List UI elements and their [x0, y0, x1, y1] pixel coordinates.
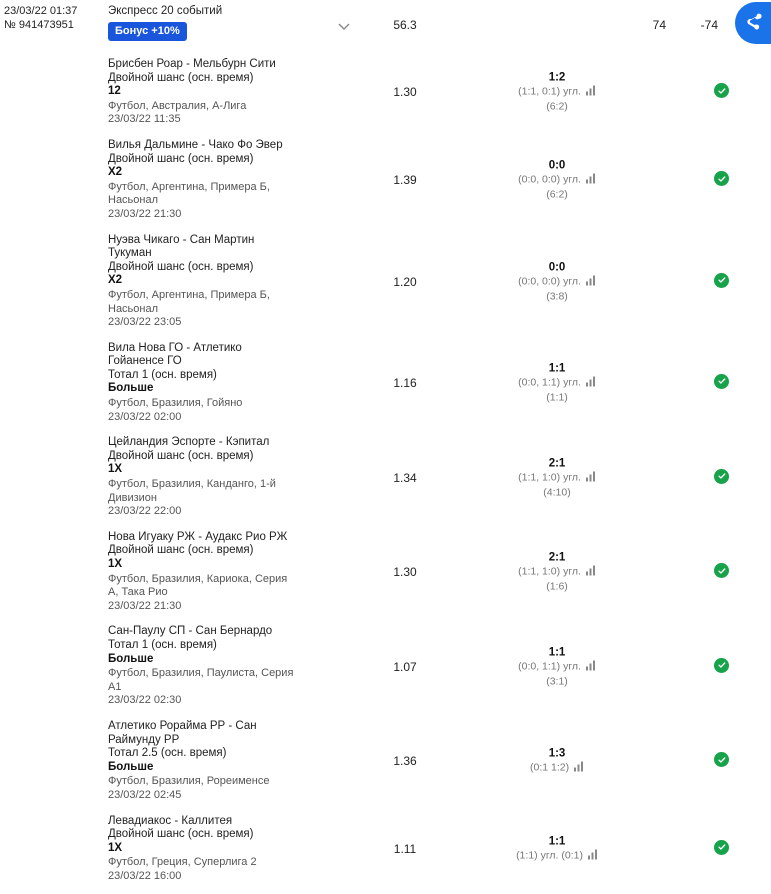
win-check-icon [714, 171, 729, 186]
event-league: Футбол, Бразилия, Паулиста, Серия А1 [108, 667, 294, 693]
bonus-badge: Бонус +10% [108, 22, 187, 41]
win-check-icon [714, 469, 729, 484]
event-time: 23/03/22 16:00 [108, 869, 182, 882]
statistics-icon[interactable] [586, 376, 596, 390]
result-amount: -74 [700, 18, 718, 32]
score-final: 2:1 [548, 457, 566, 470]
bet-type-title: Экспресс 20 событий [108, 5, 223, 17]
event-market: Двойной шанс (осн. время) [108, 260, 254, 273]
score-detail [492, 375, 622, 390]
event-market: Двойной шанс (осн. время) [108, 544, 254, 557]
corner-score: (3:8) [546, 290, 568, 303]
event-time: 23/03/22 21:30 [108, 599, 182, 612]
status-badge [714, 469, 732, 487]
event-name: Нуэва Чикаго - Сан Мартин Тукуман [108, 233, 255, 260]
event-market: Тотал 2.5 (осн. время) [108, 747, 227, 760]
score-detail [492, 565, 622, 580]
event-name: Левадиакос - Каллитея [108, 814, 233, 827]
status-badge [714, 658, 732, 676]
event-score [492, 834, 622, 863]
score-final: 2:1 [548, 551, 566, 564]
event-pick: 1X [108, 841, 123, 854]
score-final: 1:2 [548, 71, 566, 84]
score-periods: (1:1, 1:0) [518, 471, 561, 484]
score-detail [492, 470, 622, 485]
total-coefficient: 56.3 [393, 18, 417, 32]
score-periods: (1:1, 0:1) [518, 85, 561, 98]
corner-label: угл. [563, 660, 581, 673]
corner-label: угл. [563, 173, 581, 186]
table-row[interactable] [0, 809, 771, 890]
win-check-icon [714, 374, 729, 389]
corner-label: угл. [563, 275, 581, 288]
event-coefficient: 1.39 [393, 173, 417, 188]
event-pick: Больше [108, 652, 154, 665]
win-check-icon [714, 658, 729, 673]
event-name: Брисбен Роар - Мельбурн Сити [108, 58, 276, 70]
statistics-icon[interactable] [586, 660, 596, 674]
corner-label: угл. [563, 376, 581, 389]
event-market: Тотал 1 (осн. время) [108, 638, 217, 651]
share-button[interactable] [735, 2, 771, 44]
corner-score: (4:10) [543, 486, 571, 499]
corner-score: (6:2) [546, 100, 568, 113]
event-pick: Больше [108, 760, 154, 773]
event-info [0, 342, 300, 425]
table-row[interactable] [0, 336, 771, 431]
event-league: Футбол, Бразилия, Гойяно [108, 397, 243, 410]
event-score [492, 260, 622, 303]
bet-slip-header [0, 0, 771, 52]
win-check-icon [714, 840, 729, 855]
event-name: Вила Нова ГО - Атлетико Гойаненсе ГО [108, 341, 242, 368]
event-league: Футбол, Аргентина, Примера Б, Насьонал [108, 288, 270, 315]
stake-amount: 74 [652, 18, 666, 32]
event-time: 23/03/22 23:05 [108, 316, 182, 329]
event-score [492, 551, 622, 594]
score-final: 1:1 [548, 362, 566, 375]
event-info [0, 720, 300, 803]
event-coefficient: 1.36 [393, 754, 417, 769]
table-row[interactable] [0, 430, 771, 525]
event-pick: X2 [108, 166, 123, 179]
event-info [0, 139, 300, 222]
event-score [492, 645, 622, 688]
event-league: Футбол, Бразилия, Кариока, Серия А, Така Рио [108, 572, 288, 599]
score-final: 1:1 [548, 646, 566, 659]
corner-score: (0:1) [561, 849, 583, 862]
win-check-icon [714, 563, 729, 578]
table-row[interactable] [0, 133, 771, 228]
bet-slip-summary [98, 4, 771, 41]
score-detail [492, 173, 622, 188]
status-badge [714, 171, 732, 189]
status-badge [714, 563, 732, 581]
score-detail [492, 85, 622, 100]
event-market: Двойной шанс (осн. время) [108, 828, 254, 841]
event-coefficient: 1.07 [393, 659, 417, 674]
event-score [492, 456, 622, 499]
status-badge [714, 840, 732, 858]
event-time: 23/03/22 21:30 [108, 207, 182, 220]
score-periods: (0:0, 0:0) [518, 275, 561, 288]
event-time: 23/03/22 22:00 [108, 505, 182, 518]
score-periods: (0:0, 1:1) [518, 376, 561, 389]
event-market: Двойной шанс (осн. время) [108, 152, 254, 165]
chevron-down-icon[interactable] [336, 18, 352, 34]
bet-number: № 941473951 [4, 19, 74, 31]
event-pick: X2 [108, 274, 123, 287]
score-periods: (0:1 1:2) [529, 761, 570, 774]
score-detail [492, 848, 622, 863]
table-row[interactable] [0, 228, 771, 336]
event-pick: 12 [108, 85, 121, 98]
event-name: Сан-Паулу СП - Сан Бернардо [108, 625, 273, 638]
score-detail [492, 659, 622, 674]
score-final: 1:1 [548, 835, 566, 848]
score-periods: (0:0, 0:0) [518, 173, 561, 186]
statistics-icon[interactable] [588, 849, 598, 863]
event-score [492, 747, 622, 776]
event-coefficient: 1.11 [393, 841, 417, 856]
corner-label: угл. [540, 849, 559, 862]
event-score [492, 159, 622, 202]
event-info [0, 58, 300, 127]
event-market: Тотал 1 (осн. время) [108, 368, 217, 381]
event-coefficient: 1.16 [393, 375, 417, 390]
bet-datetime: 23/03/22 01:37 [4, 5, 78, 17]
score-detail [492, 761, 622, 776]
score-final: 0:0 [548, 159, 566, 172]
event-time: 23/03/22 11:35 [108, 113, 181, 126]
table-row[interactable] [0, 714, 771, 809]
event-info [0, 815, 300, 884]
event-pick: 1X [108, 463, 123, 476]
table-row[interactable] [0, 525, 771, 620]
win-check-icon [714, 273, 729, 288]
event-coefficient: 1.34 [393, 470, 417, 485]
event-pick: Больше [108, 382, 154, 395]
corner-label: угл. [563, 85, 581, 98]
event-info [0, 531, 300, 614]
event-league: Футбол, Бразилия, Канданго, 1-й Дивизион [108, 478, 276, 504]
event-time: 23/03/22 02:30 [108, 694, 182, 707]
corner-label: угл. [563, 471, 581, 484]
statistics-icon[interactable] [586, 471, 596, 485]
event-name: Вилья Дальмине - Чако Фо Эвер [108, 138, 283, 151]
event-coefficient: 1.30 [393, 565, 417, 580]
statistics-icon[interactable] [586, 174, 596, 188]
event-market: Двойной шанс (осн. время) [108, 71, 254, 84]
statistics-icon[interactable] [574, 762, 584, 776]
table-row[interactable] [0, 619, 771, 714]
event-league: Футбол, Бразилия, Рореименсе [108, 775, 270, 788]
event-league: Футбол, Аргентина, Примера Б, Насьонал [108, 180, 270, 207]
event-coefficient: 1.20 [393, 274, 417, 289]
share-icon [744, 12, 764, 35]
score-final: 0:0 [548, 261, 566, 274]
corner-score: (1:1) [546, 391, 568, 404]
win-check-icon [714, 83, 729, 98]
corner-score: (6:2) [546, 188, 568, 201]
status-badge [714, 83, 732, 101]
status-badge [714, 752, 732, 770]
event-name: Цейландия Эспорте - Кэпитал [108, 436, 270, 449]
score-periods: (0:0, 1:1) [518, 660, 561, 673]
event-name: Нова Игуаку РЖ - Аудакс Рио РЖ [108, 530, 288, 543]
corner-score: (1:6) [546, 580, 568, 593]
score-detail [492, 274, 622, 289]
statistics-icon[interactable] [586, 86, 596, 100]
event-info [0, 436, 300, 519]
event-info [0, 625, 300, 708]
status-badge [714, 374, 732, 392]
event-coefficient: 1.30 [393, 85, 417, 100]
event-score [492, 361, 622, 404]
event-market: Двойной шанс (осн. время) [108, 449, 254, 462]
statistics-icon[interactable] [586, 566, 596, 580]
event-league: Футбол, Австралия, А-Лига [108, 99, 247, 112]
event-name: Атлетико Рорайма РР - Сан Раймунду РР [108, 719, 257, 746]
event-pick: 1X [108, 558, 123, 570]
corner-score: (3:1) [546, 675, 568, 688]
bet-slip-meta [0, 4, 98, 32]
status-badge [714, 273, 732, 291]
score-final: 1:3 [548, 747, 566, 760]
win-check-icon [714, 752, 729, 767]
event-time: 23/03/22 02:00 [108, 410, 182, 423]
bet-event-list [0, 52, 771, 889]
event-league: Футбол, Греция, Суперлига 2 [108, 856, 257, 869]
corner-label: угл. [563, 565, 581, 578]
event-time: 23/03/22 02:45 [108, 788, 182, 801]
table-row[interactable] [0, 52, 771, 133]
score-periods: (1:1, 1:0) [518, 565, 561, 578]
event-info [0, 234, 300, 330]
event-score [492, 71, 622, 114]
score-periods: (1:1) [516, 849, 538, 862]
statistics-icon[interactable] [586, 275, 596, 289]
